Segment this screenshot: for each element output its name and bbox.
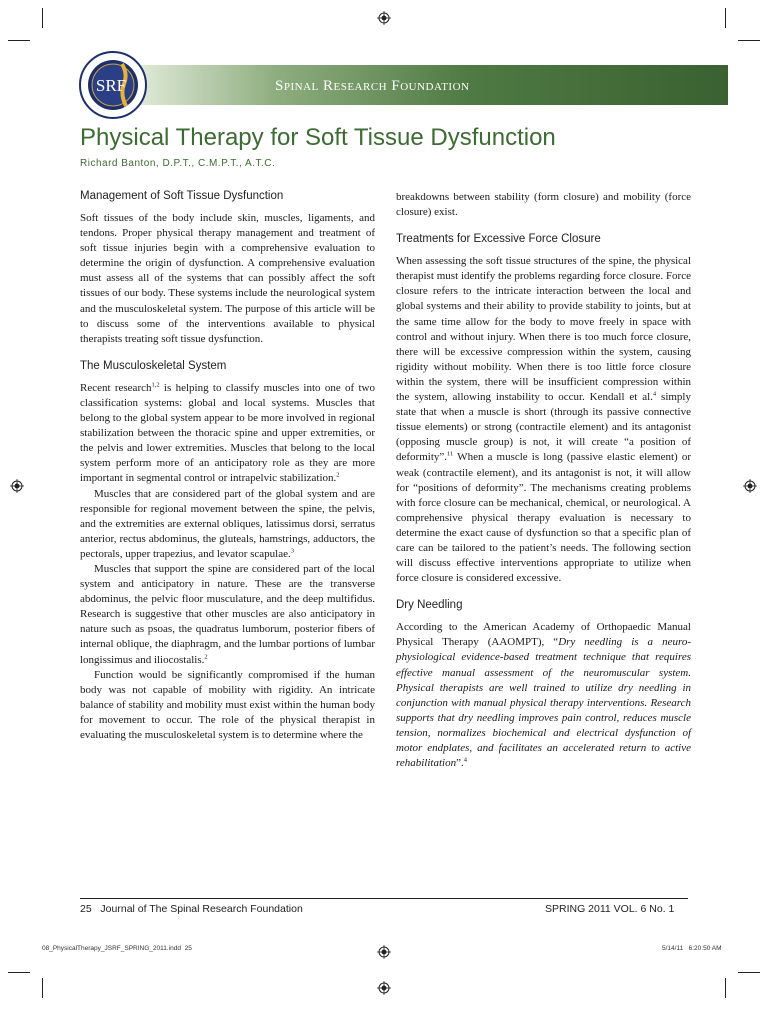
footer-divider: [80, 898, 688, 899]
section-heading: Dry Needling: [396, 599, 463, 612]
registration-mark-icon: [743, 479, 757, 493]
paragraph: Function would be significantly compromised if the human body was not capable of mobility with rigidity. An intricate balance of stability and mobility must exist within the human body for movement to occur. The role of the physical therapist in evaluating the musculoskeletal system is to determine where the: [80, 668, 375, 741]
footer-journal: 25 Journal of The Spinal Research Foundation: [80, 903, 303, 915]
slug-date: 5/14/11 6:20:50 AM: [662, 945, 722, 952]
article-title: Physical Therapy for Soft Tissue Dysfunction: [80, 124, 556, 151]
banner-title: Spinal Research Foundation: [275, 78, 470, 94]
right-column: [396, 190, 691, 771]
crop-mark: [738, 40, 760, 41]
crop-mark: [42, 978, 43, 998]
paragraph: Recent research$^{1,2}$ is helping to classify muscles into one of two classification systems: global and local systems. Muscles that belong to the global system appear to be more involved in regional stabilization between the thoracic spine and upper extremities, or the pelvis and lower extremities. Muscles that belong to the local system perform more of an anticipatory role as they are more important in segmental control or intrapelvic stabilization.$^2$: [80, 381, 375, 485]
paragraph: According to the American Academy of Orthopaedic Manual Physical Therapy (AAOMPT), “Dry needling is a neuro-physiological evidence-based treatment technique that requires effective manual assessment of the neuromuscular system. Physical therapists are well trained to utilize dry needling in conjunction with manual physical therapy interventions. Research supports that dry needling improves pain control, reduces muscle tension, normalizes biochemical and electrical dysfunction of motor endplates, and facilitates an accelerated return to active rehabilitation”.$^4$: [396, 621, 691, 770]
paragraph: When assessing the soft tissue structures of the spine, the physical therapist must identify the problems regarding force closure. Force closure refers to the intricate interaction between the local and global systems and their ability to provide stability to joints, but at the same time allow for the body to move freely in space with control and without injury. When there is too much force closure, there will be excessive compression within the system, causing rigidity without mobility. When there is too little force closure within the system, there will be insufficient compression within the system, allowing instability to occur. Kendall et al.$^4$ simply state that when a muscle is short (through its passive connective tissue elements) or strong (contractile element) and its antagonist (opposing muscle group) is not, it will create “a position of deformity”.$^{11}$ When a muscle is long (passive elastic element) or weak (contractile element), and its antagonist is not, it will allow for “positions of deformity”. The mechanisms creating problems with force closure can be mechanical, chemical, or neurological. A comprehensive physical therapy evaluation is necessary to determine the exact cause of dysfunction so that a specific plan of care can be tailored to the patient’s needs. The following section will discuss effective interventions appropriate to utilize when force closure is considered excessive.: [396, 255, 691, 585]
section-heading: The Musculoskeletal System: [80, 359, 227, 372]
registration-mark-icon: [377, 11, 391, 25]
paragraph: breakdowns between stability (form closure) and mobility (force closure) exist.: [396, 191, 691, 219]
crop-mark: [8, 972, 30, 973]
left-column: [80, 186, 375, 743]
srf-logo-icon: [78, 50, 148, 120]
paragraph: Muscles that support the spine are considered part of the local system and anticipatory in nature. These are the transverse abdominus, the pelvic floor musculature, and the deep multifidus. Research is suggestive that other muscles are also anticipatory in nature such as psoas, the quadratus lumborum, posterior fibers of internal oblique, the diaphragm, and the lumbar portions of lumbar longissimus and iliocostalis.$^2$: [80, 562, 375, 666]
svg-text:SRF: SRF: [95, 76, 127, 95]
paragraph: Muscles that are considered part of the global system and are responsible for regional movement between the spine, the pelvis, and the extremities are external obliques, latissimus dorsi, serratus anterior, rectus abdominus, the gluteals, hamstrings, adductors, the pectorals, upper trapezius, and levator scapulae.$^3$: [80, 487, 375, 560]
section-heading: Treatments for Excessive Force Closure: [396, 233, 601, 246]
footer-issue: SPRING 2011 VOL. 6 No. 1: [545, 903, 675, 915]
crop-mark: [725, 8, 726, 28]
slug-filename: 08_PhysicalTherapy_JSRF_SPRING_2011.indd 25: [42, 945, 192, 952]
crop-mark: [725, 978, 726, 998]
article-author: Richard Banton, D.P.T., C.M.P.T., A.T.C.: [80, 158, 276, 169]
registration-mark-icon: [377, 945, 391, 959]
registration-mark-icon: [377, 981, 391, 995]
crop-mark: [42, 8, 43, 28]
registration-mark-icon: [10, 479, 24, 493]
paragraph: Soft tissues of the body include skin, muscles, ligaments, and tendons. Proper physical therapy management and treatment of soft tissue injuries begin with a comprehensive evaluation to determine the origin of dysfunction. A comprehensive evaluation must assess all of the systems that can possibly affect the soft tissues of our body. These systems include the neurological system and the musculoskeletal system. The purpose of this article will be to discuss some of the interventions available to physical therapists treating soft tissue dysfunction.: [80, 212, 375, 345]
section-heading: Management of Soft Tissue Dysfunction: [80, 190, 284, 202]
crop-mark: [738, 972, 760, 973]
crop-mark: [8, 40, 30, 41]
